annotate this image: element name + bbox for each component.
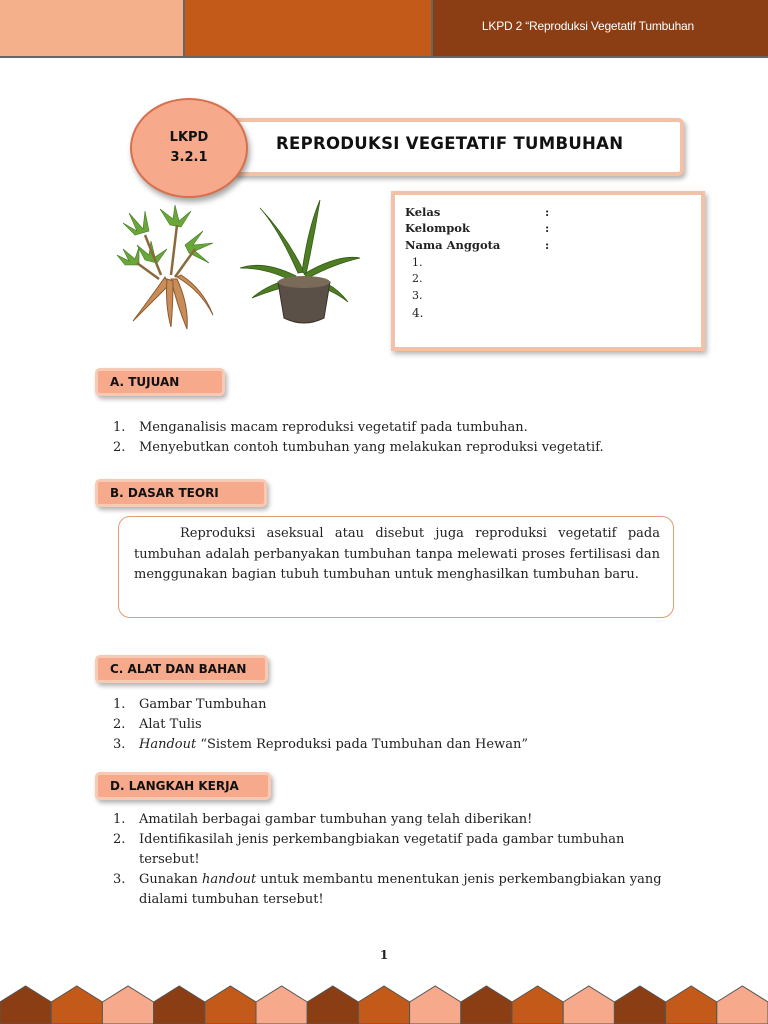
footer-house (0, 986, 51, 1024)
member-number: 3. (412, 289, 423, 302)
section-d-label: D. LANGKAH KERJA (95, 772, 271, 800)
footer-house (461, 986, 512, 1024)
student-info-box (391, 191, 705, 351)
footer-house (666, 986, 717, 1024)
footer-pattern (0, 984, 768, 1024)
list-item: 2. Alat Tulis (113, 717, 202, 732)
list-item: 1. Menganalisis macam reproduksi vegetatif pada tumbuhan. (113, 420, 528, 435)
list-item: 2. Menyebutkan contoh tumbuhan yang melakukan reproduksi vegetatif. (113, 440, 604, 455)
potted-plant-image (238, 198, 363, 328)
footer-house (358, 986, 409, 1024)
title-box (232, 118, 684, 176)
list-item: 1. Amatilah berbagai gambar tumbuhan yang telah diberikan! (113, 812, 533, 827)
header-block-light (0, 0, 185, 58)
lkpd-badge-line2: 3.2.1 (170, 150, 208, 165)
footer-house (307, 986, 358, 1024)
footer-house (512, 986, 563, 1024)
header-block-mid (185, 0, 433, 58)
list-item: 2. Identifikasilah jenis perkembangbiakan vegetatif pada gambar tumbuhan tersebut! (113, 832, 625, 867)
kelompok-label: Kelompok (405, 221, 470, 235)
kelompok-colon: : (545, 221, 550, 235)
page-title: REPRODUKSI VEGETATIF TUMBUHAN (276, 134, 624, 153)
footer-house (717, 986, 768, 1024)
footer-house (205, 986, 256, 1024)
header-title: LKPD 2 “Reproduksi Vegetatif Tumbuhan (481, 19, 694, 33)
lkpd-badge (130, 98, 248, 198)
footer-house (154, 986, 205, 1024)
member-number: 2. (412, 272, 423, 285)
dasar-teori-text: Reproduksi aseksual atau disebut juga reproduksi vegetatif pada tumbuhan adalah perbanyakan tumbuhan tanpa melewati proses fertilisasi dan menggunakan bagian tubuh tumbuhan untuk menghasilkan tumbuhan baru. (134, 526, 660, 582)
section-c-label: C. ALAT DAN BAHAN (95, 655, 268, 683)
nama-anggota-colon: : (545, 238, 550, 252)
kelas-label: Kelas (405, 205, 441, 219)
footer-house (410, 986, 461, 1024)
section-a-label: A. TUJUAN (95, 368, 225, 396)
member-number: 4. (412, 306, 424, 320)
alat-bahan-list (113, 695, 528, 755)
member-number: 1. (412, 256, 423, 269)
header-bar (0, 0, 768, 58)
footer-house (563, 986, 614, 1024)
footer-house (256, 986, 307, 1024)
dasar-teori-box (118, 516, 674, 618)
lkpd-badge-line1: LKPD (169, 130, 209, 145)
kelas-colon: : (545, 205, 550, 219)
page-number: 1 (379, 948, 389, 962)
langkah-kerja-list (113, 810, 683, 910)
list-item: 3. Handout “Sistem Reproduksi pada Tumbuhan dan Hewan” (113, 737, 528, 752)
nama-anggota-label: Nama Anggota (405, 238, 501, 252)
list-item: 3. Gunakan handout untuk membantu menentukan jenis perkembangbiakan yang dialami tumbuhan tersebut! (113, 872, 662, 907)
footer-house (102, 986, 153, 1024)
cassava-plant-image (115, 205, 225, 330)
section-b-label: B. DASAR TEORI (95, 479, 267, 507)
tujuan-list (113, 418, 604, 458)
list-item: 1. Gambar Tumbuhan (113, 697, 267, 712)
footer-house (51, 986, 102, 1024)
footer-house (614, 986, 665, 1024)
